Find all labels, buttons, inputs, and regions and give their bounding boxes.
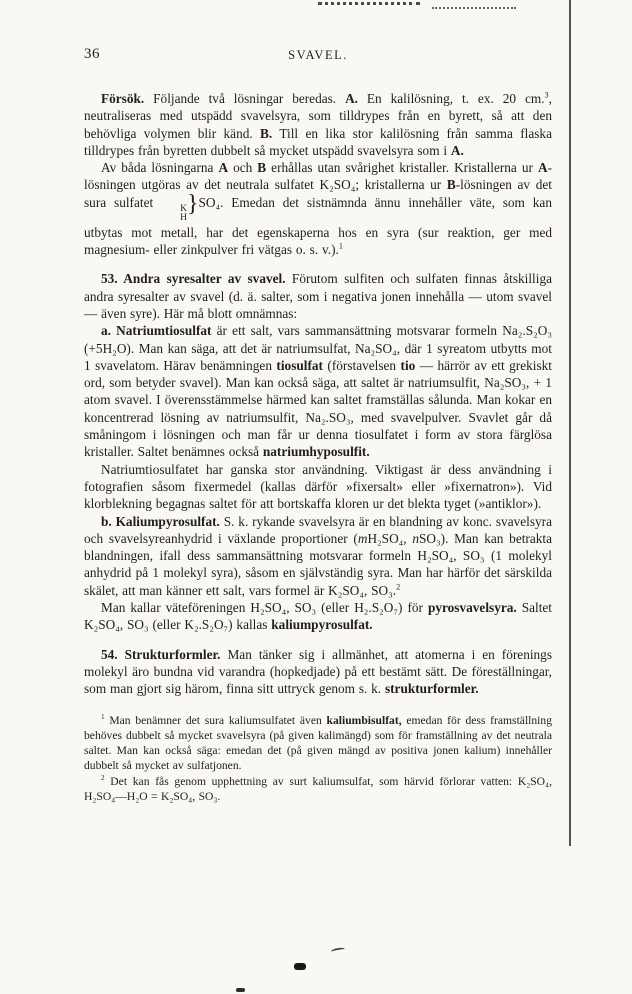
footnote: $^1$ Man benämner det sura kaliumsulfatet även kaliumbisulfat, emedan för dess framställning behöves dubbelt så mycket svavelsyra (på given kalimängd) som för framställning av det neutrala saltet. Man kan också säga: emedan det (på given mängd av positiva jonen kalium) innehåller dubbelt så mycket av sulfatjonen. (84, 712, 552, 773)
page-number: 36 (84, 46, 100, 62)
paragraph: Av båda lösningarna A och B erhållas utan svårighet kristaller. Kristallerna ur A-lösningen utgöras av det neutrala sulfatet K₂SO₄; kristallerna ur B-lösningen av det sura sulfatet K H }SO₄. Emedan det sistnämnda ännu innehåller väte, som kan utbytas mot metall, har det egenskaperna hos en syra (sur reaktion, ger med magnesium- eller zinkpulver fri vätgas o. s. v.).$^1$ (84, 160, 552, 258)
page-header-row (84, 46, 552, 68)
formula-stack: K H (180, 203, 187, 224)
running-title: SVAVEL. (288, 48, 348, 62)
paragraph: b. Kaliumpyrosulfat. S. k. rykande svavelsyra är en blandning av konc. svavelsyra och svavelsyreanhydrid i växlande proportioner (mH₂SO₄, nSO₃). Man kan betrakta blandningen, ifall dess sammansättning motsvarar formeln H₂SO₄, SO₃ (1 molekyl anhydrid på 1 molekyl syra), såsom en självständig syra. Man har härför det särskilda skälet, att man känner ett salt, vars formel är K₂SO₄, SO₃.$^2$ (84, 513, 552, 598)
paragraph: 54. Strukturformler. Man tänker sig i allmänhet, att atomerna i en förenings molekyl äro bundna vid varandra (hopkedjade) på ett bestämt sätt. De föreställningar, som man gjort sig härom, finna sitt uttryck genom s. k. strukturformler. (84, 646, 553, 697)
scan-artifact-squiggle (331, 947, 346, 954)
paragraph: Försök. Följande två lösningar beredas. A. En kalilösning, t. ex. 20 cm.$^3$, neutraliseras med utspädd svavelsyra, som tilldrypes från en byrett, så att den behövliga volymen blir känd. B. Till en lika stor kalilösning från samma flaska tilldrypes från byretten dubbelt så mycket utspädd svavelsyra som i A. (84, 90, 552, 158)
scan-artifact-dash (236, 988, 245, 992)
scan-artifact-edge-line (569, 0, 571, 846)
scan-artifact-blot (294, 963, 306, 970)
paragraph: 53. Andra syresalter av svavel. Förutom sulfiten och sulfaten finnas åtskilliga andra syresalter av svavel (d. ä. salter, som i negativa jonen innehålla — utom svavel — även syre). Här må blott omnämnas: (84, 271, 552, 321)
paragraph: a. Natriumtiosulfat är ett salt, vars sammansättning motsvarar formeln Na₂.S₂O₃ (+5H₂O). Man kan säga, att det är natriumsulfat, Na₂SO₄, där 1 syreatom utbytts mot 1 svavelatom. Härav benämningen tiosulfat (förstavelsen tio — härrör av ett grekiskt ord, som betyder svavel). Man kan också säga, att saltet är natriumsulfit, Na₂SO₃, + 1 atom svavel. I överensstämmelse härmed kan saltet framställas sålunda. Man kokar en koncentrerad lösning av natriumsulfit, Na₂.SO₃, med svavelpulver. Svavlet går då småningom i lösningen och man får ur denna tiosulfatet i form av stora färglösa kristaller. Saltet benämnes också natriumhyposulfit. (84, 323, 552, 460)
paragraph: Natriumtiosulfatet har ganska stor användning. Viktigast är dess användning i fotografien såsom fixermedel (kallas därför »fixersalt» eller »fixernatron»). Vid klorblekning begagnas saltet för att bortskaffa kloren ur det blekta tyget (»antiklor»). (84, 461, 552, 512)
text-column (84, 46, 552, 804)
formula-brace: } (186, 190, 199, 217)
footnote: $^2$ Det kan fås genom upphettning av surt kaliumsulfat, som härvid förlorar vatten: K₂SO₄, H₂SO₄—H₂O = K₂SO₄, SO₃. (84, 773, 552, 803)
footnotes (84, 713, 552, 805)
body-text (84, 90, 552, 698)
scan-artifact-dots (318, 2, 420, 5)
paragraph: Man kallar väteföreningen H₂SO₄, SO₃ (eller H₂.S₂O₇) för pyrosvavelsyra. Saltet K₂SO₄, SO₃ (eller K₂.S₂O₇) kallas kaliumpyrosulfat. (84, 600, 553, 633)
scan-artifact-dots (432, 7, 516, 9)
